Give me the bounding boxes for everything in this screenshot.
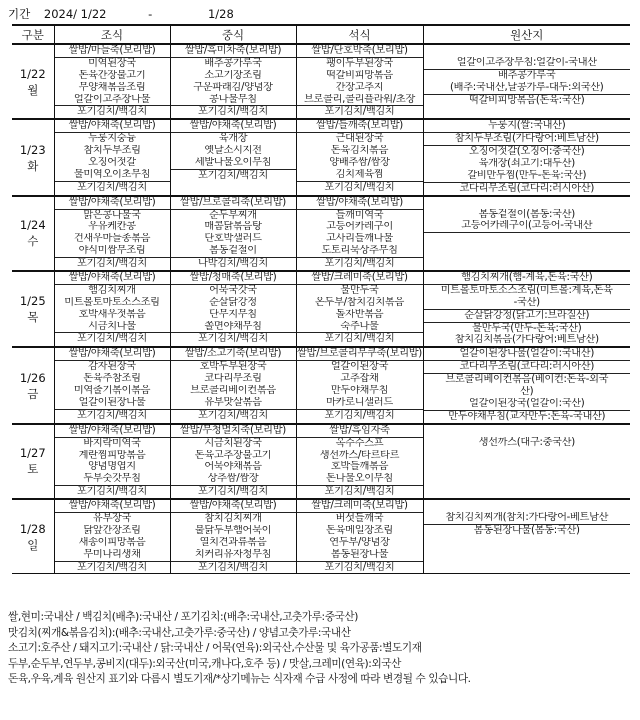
day-cell: [12, 44, 54, 119]
origin-note: 참치김치볶음(가다랑어:베트남산): [454, 334, 599, 346]
lunch-cell: [170, 347, 296, 423]
menu-item: 미역된장국: [88, 57, 136, 69]
origin-note: 얼갈이된장나물(얼갈이:국내산): [424, 348, 631, 361]
day-date: 1/28: [19, 521, 46, 536]
menu-item: 양배추쌈/쌈장: [329, 157, 390, 169]
day-weekday: 월: [27, 82, 39, 97]
menu-item: 쌀밥/야채죽(보리밥): [55, 425, 170, 438]
menu-item: 고등어카레구이: [326, 221, 393, 233]
origin-cell: [423, 119, 630, 195]
header-dinner: 석식: [296, 25, 423, 44]
footer-line: 맛김치(찌개&볶음김치):(배추:국내산,고춧가루:중국산) / 양념고춧가루:국내산: [8, 626, 351, 639]
menu-item: 누룽지숭늉: [88, 133, 136, 145]
menu-item: 숙주나물: [340, 320, 379, 332]
menu-item: 쌀밥/흑임자죽: [297, 425, 423, 438]
menu-item: 물만두국: [340, 284, 379, 296]
menu-item: 포기김치/백김치: [171, 105, 296, 118]
breakfast-cell: [54, 271, 170, 347]
menu-item: 포기김치/백김치: [171, 332, 296, 345]
menu-item: 브로콜리베이컨볶음: [190, 385, 276, 397]
day-cell: [12, 347, 54, 423]
footer-line: 쌀,현미:국내산 / 백김치(배추):국내산 / 포기김치:(배추:국내산,고춧가루:중국산): [8, 611, 358, 623]
menu-item: 쌀밥/무청멸치죽(보리밥): [171, 425, 296, 438]
menu-item: 쫄면야채무침: [204, 320, 262, 332]
origin-note: (배추:국내산,날콩가루-대두:외국산): [424, 82, 631, 95]
menu-item: 포기김치/백김치: [55, 485, 170, 498]
origin-note: [424, 460, 631, 472]
menu-item: 쌀밥/야채죽(보리밥): [55, 272, 170, 285]
menu-item: 코다리무조림: [204, 373, 262, 385]
menu-item: 불닭두부햄어묵이: [194, 524, 272, 536]
dinner-cell: [296, 44, 423, 119]
menu-item: 쌀밥/단호박죽(보리밥): [297, 45, 423, 58]
menu-item: 옛날소시지전: [204, 145, 262, 157]
menu-item: 양념명엽지: [88, 461, 136, 473]
menu-item: 포기김치/백김치: [297, 332, 423, 345]
origin-note: 참치두부조림(가다랑어:베트남산): [424, 133, 631, 146]
origin-note: 만두야채무침(교자만두:돈육-국내산): [448, 410, 606, 422]
menu-item: 참치김치찌개: [204, 512, 262, 524]
menu-item: 포기김치/백김치: [171, 409, 296, 422]
menu-item: 포기김치/백김치: [171, 169, 296, 182]
origin-note: 미트볼토마토소스조림(미트볼:계육,돈육: [440, 284, 613, 296]
menu-item: 호박두부된장국: [199, 361, 267, 373]
origin-note: [424, 537, 631, 549]
origin-cell: [423, 196, 630, 271]
menu-item: 포기김치/백김치: [171, 561, 296, 574]
menu-item: 근대된장국: [335, 133, 384, 145]
menu-item: 참치두부조림: [83, 145, 141, 157]
origin-note: 육개장(쇠고기:대두산): [478, 158, 575, 170]
menu-item: 돈나물오이무침: [326, 473, 393, 485]
menu-item: 고사리들깨나물: [326, 233, 393, 245]
menu-item: 팽이두부된장국: [326, 57, 393, 69]
origin-note: [424, 257, 631, 269]
origin-note: 봄동된장나물(봄동:국산): [473, 524, 580, 536]
header-lunch: 중식: [170, 25, 296, 44]
dinner-cell: [296, 271, 423, 347]
menu-item: 간장고추지: [335, 81, 384, 93]
menu-item: 오징어젓갈: [88, 157, 136, 169]
menu-item: 호박들깨볶음: [330, 461, 389, 473]
footer-line: 소고기:호주산 / 돼지고기:국내산 / 닭:국내산 / 어묵(연육):외국산,수산물 및 육가공품:별도기재: [8, 642, 422, 654]
menu-item: 포기김치/백김치: [297, 409, 423, 422]
menu-item: 김치제육찜: [335, 168, 384, 180]
period-line: [8, 6, 234, 24]
day-date: 1/27: [19, 446, 46, 461]
lunch-cell: [170, 196, 296, 271]
header-origin: 원산지: [423, 25, 630, 44]
menu-item: 무양채볶음조림: [78, 81, 146, 93]
menu-item: 세발나물오이무침: [194, 157, 272, 169]
day-cell: [12, 119, 54, 195]
period-start: 2024/ 1/22: [43, 7, 107, 21]
menu-item: 쌀밥/야채죽(보리밥): [55, 500, 170, 513]
menu-item: 우유케칸콩: [88, 221, 136, 233]
menu-table: [12, 24, 630, 574]
origin-note: 코다리무조림(코다리:러시아산): [424, 361, 631, 374]
menu-item: 포기김치/백김치: [55, 561, 170, 574]
dinner-cell: [296, 119, 423, 195]
menu-item: 나박김치/백김치: [171, 257, 296, 270]
menu-item: 단호박샐러드: [204, 233, 262, 245]
menu-item: 포기김치/백김치: [55, 181, 170, 194]
menu-item: 배추콩가루국: [204, 57, 262, 69]
menu-item: 온두부/참치김치볶음: [314, 296, 404, 308]
menu-item: 쌀밥/야채죽(보리밥): [171, 120, 296, 133]
menu-item: 쌀밥/야채죽(보리밥): [55, 348, 170, 361]
day-row: [12, 271, 630, 347]
menu-item: 만두야채무침: [330, 385, 389, 397]
menu-item: 순두부찌개: [209, 209, 257, 221]
menu-body: [12, 44, 630, 574]
day-row: [12, 196, 630, 271]
menu-item: 건새우마늘종볶음: [73, 233, 151, 245]
day-date: 1/24: [19, 218, 46, 233]
menu-item: 미역줄기볶이볶음: [73, 385, 151, 397]
menu-item: 치커리유자청무침: [194, 548, 272, 560]
lunch-cell: [170, 271, 296, 347]
day-weekday: 목: [27, 310, 39, 325]
lunch-cell: [170, 44, 296, 119]
dinner-cell: [296, 347, 423, 423]
day-date: 1/26: [19, 370, 46, 385]
origin-note: 산): [520, 386, 534, 398]
origin-note: [424, 472, 631, 484]
day-row: [12, 499, 630, 574]
menu-item: 바지락미역국: [83, 437, 141, 449]
menu-item: 돈육간장불고기: [78, 69, 146, 81]
origin-note: 얼갈이고추장무침:얼갈이-국내산: [424, 57, 631, 70]
menu-item: 쌀밥/브로콜리무쿠죽(보리밥): [297, 348, 422, 360]
menu-item: 쌀밥/크레미죽(보리밥): [297, 272, 423, 285]
menu-item: 쌀밥/야채죽(보리밥): [55, 197, 170, 210]
menu-item: 두부숫갓무침: [83, 473, 141, 485]
footer-line: 돈육,우육,계육 원산지 표기와 다름시 별도기재/*상기메뉴는 식자재 수급 사정에 따라 변경될 수 있습니다.: [8, 673, 471, 685]
dinner-cell: [296, 196, 423, 271]
breakfast-cell: [54, 424, 170, 499]
menu-item: 매콤닭볶음탕: [204, 221, 262, 233]
menu-item: 포기김치/백김치: [55, 257, 170, 270]
origin-note: 갈비만두찜(만두-돈육:국산): [424, 170, 631, 183]
footer-line: 두부,순두부,연두부,콩비지(대두):외국산(미국,캐나다,호주 등) / 맛살,크레미(연육):외국산: [8, 657, 401, 670]
origin-note: [424, 425, 631, 437]
menu-item: 맑은콩나물국: [83, 209, 141, 221]
origin-note: 고등어카레구이(고등어-국내산: [424, 220, 631, 233]
menu-item: 어묵국갓국: [209, 284, 257, 296]
lunch-cell: [170, 119, 296, 195]
day-cell: [12, 271, 54, 347]
origin-note: 코다리무조림(코다리:러시아산): [459, 182, 594, 194]
menu-item: 얼갈이된장국: [330, 361, 389, 373]
menu-item: 포기김치/백김치: [297, 257, 423, 270]
menu-item: 야식미쌈무조림: [78, 245, 146, 257]
menu-item: 옥수수스프: [335, 437, 384, 449]
menu-item: 버섯들깨국: [335, 512, 384, 524]
origin-note: [424, 106, 631, 118]
menu-item: 쌀밥/야채죽(보리밥): [55, 120, 170, 133]
menu-item: 연두부/양념장: [329, 536, 390, 548]
menu-item: 쌀밥/흑미차죽(보리밥): [171, 45, 296, 58]
menu-item: 닭앞간장조림: [83, 524, 141, 536]
menu-item: 고추잡채: [340, 373, 379, 385]
menu-item: 순살닭강정: [209, 296, 257, 308]
day-weekday: 화: [27, 158, 39, 173]
day-row: [12, 119, 630, 195]
breakfast-cell: [54, 119, 170, 195]
menu-item: 쌀밥/마늘죽(보리밥): [55, 45, 170, 58]
period-dash: -: [148, 7, 153, 21]
menu-item: 도토리묵상추무침: [321, 245, 398, 257]
menu-item: 포기김치/백김치: [55, 409, 170, 422]
day-date: 1/22: [19, 66, 46, 81]
period-end: 1/28: [207, 7, 234, 21]
menu-item: 포기김치/백김치: [297, 105, 423, 118]
menu-item: 단무지무침: [209, 308, 257, 320]
menu-item: 호박새우젓볶음: [78, 308, 146, 320]
dinner-cell: [296, 424, 423, 499]
menu-item: 햄김치찌개: [88, 284, 136, 296]
menu-item: 봄동겉절이: [209, 245, 257, 257]
menu-item: 포기김치/백김치: [297, 561, 423, 574]
day-weekday: 토: [27, 462, 39, 477]
lunch-cell: [170, 424, 296, 499]
origin-note: [424, 500, 631, 512]
footer-notes: [8, 610, 632, 688]
menu-item: 시금치된장국: [204, 437, 262, 449]
period-label: 기간: [8, 7, 31, 21]
day-weekday: 금: [27, 386, 39, 401]
menu-item: 포기김치/백김치: [55, 105, 170, 118]
origin-cell: [423, 499, 630, 574]
origin-note: 누룽지(쌀:국내산): [424, 120, 631, 133]
header-row: [12, 25, 630, 44]
origin-note: 참치김치찌개(참치:가다랑어-베트남산: [424, 512, 631, 525]
breakfast-cell: [54, 347, 170, 423]
origin-note: [424, 449, 631, 461]
origin-note: 배추콩가루국: [498, 69, 556, 81]
menu-item: 소고기장조림: [204, 69, 262, 81]
menu-item: 봄동된장나물: [330, 548, 389, 560]
menu-item: 미트볼토마토소스조림: [64, 296, 160, 308]
menu-item: 떡갈비피망볶음: [326, 69, 393, 81]
menu-item: 콩나물무침: [209, 93, 257, 105]
header-category: 구분: [12, 25, 54, 44]
menu-item: 포기김치/백김치: [297, 181, 423, 194]
menu-item: 포기김치/백김치: [297, 485, 423, 498]
origin-cell: [423, 424, 630, 499]
menu-item: 쌀밥/들깨죽(보리밥): [297, 120, 423, 133]
origin-note: [424, 549, 631, 561]
origin-cell: [423, 271, 630, 347]
origin-note: 생선까스(대구:중국산): [478, 436, 575, 448]
day-date: 1/23: [19, 142, 46, 157]
menu-item: 쌀밥/소고기죽(보리밥): [171, 348, 296, 361]
menu-item: 시금치나물: [88, 320, 136, 332]
origin-note: 브로콜리베이컨볶음(베이컨:돈육-외국: [445, 374, 609, 386]
origin-note: 햄김치찌개(햄-계육,돈육:국산): [424, 272, 631, 285]
menu-item: 계란찜피망볶음: [78, 449, 146, 461]
origin-note: [424, 561, 631, 573]
menu-item: 마카로니샐러드: [326, 396, 393, 408]
menu-item: 감자된장국: [88, 361, 136, 373]
menu-item: 무미나리생채: [83, 548, 141, 560]
origin-note: [424, 245, 631, 257]
menu-item: 쌀밥/청매죽(보리밥): [171, 272, 296, 285]
menu-item: 돈육메일장조림: [326, 524, 393, 536]
menu-item: 육개장: [218, 133, 248, 145]
menu-item: 물미역오이초무침: [73, 168, 151, 180]
menu-item: 쌀밥/크레미죽(보리밥): [297, 500, 423, 513]
origin-note: [424, 45, 631, 57]
origin-note: 얼갈이된장국(얼갈이:국산): [424, 398, 631, 411]
menu-item: 생선까스/타르타르: [319, 449, 400, 461]
day-date: 1/25: [19, 294, 46, 309]
origin-note: 떡갈비피망볶음(돈육:국산): [469, 94, 585, 106]
origin-note: 봄동겉절이(봄동:국산): [478, 208, 575, 220]
menu-item: 포기김치/백김치: [171, 485, 296, 498]
origin-cell: [423, 347, 630, 423]
menu-item: 얼갈이고추장나물: [73, 93, 151, 105]
menu-item: 상추쌈/쌈장: [207, 473, 259, 485]
header-breakfast: 조식: [54, 25, 170, 44]
menu-item: 쌀밥/브로콜리죽(보리밥): [171, 197, 296, 210]
menu-item: 돌자반볶음: [335, 308, 384, 320]
origin-note: [424, 233, 631, 245]
breakfast-cell: [54, 196, 170, 271]
origin-note: 순살닭강정(닭고기:브라질산): [424, 310, 631, 323]
menu-item: 구운파래김/양념장: [193, 81, 273, 93]
day-weekday: 수: [27, 234, 39, 249]
day-cell: [12, 196, 54, 271]
menu-item: 쌀밥/야채죽(보리밥): [171, 500, 296, 513]
menu-item: 들깨미역국: [335, 209, 384, 221]
menu-item: 유부맛살볶음: [204, 396, 262, 408]
breakfast-cell: [54, 499, 170, 574]
menu-item: 브로콜리,콜리플라워/초장: [303, 93, 416, 105]
day-row: [12, 44, 630, 119]
menu-item: 유부장국: [92, 512, 132, 524]
menu-item: 얼갈이된장나물: [78, 396, 146, 408]
day-cell: [12, 499, 54, 574]
menu-item: 포기김치/백김치: [55, 332, 170, 345]
day-weekday: 일: [27, 537, 39, 552]
menu-item: 돈육김치볶음: [330, 145, 389, 157]
origin-note: -국산): [424, 297, 631, 310]
menu-item: 열치견과류볶음: [199, 536, 267, 548]
dinner-cell: [296, 499, 423, 574]
origin-note: [424, 484, 631, 496]
day-cell: [12, 424, 54, 499]
menu-item: 새송이피망볶음: [78, 536, 146, 548]
menu-item: 쌀밥/야채죽(보리밥): [297, 197, 423, 210]
menu-item: 돈육주참조림: [83, 373, 141, 385]
day-row: [12, 347, 630, 423]
breakfast-cell: [54, 44, 170, 119]
origin-cell: [423, 44, 630, 119]
menu-item: 어묵야채볶음: [204, 461, 262, 473]
lunch-cell: [170, 499, 296, 574]
origin-note: 물만두국(만두-돈육:국산): [472, 322, 582, 334]
day-row: [12, 424, 630, 499]
origin-note: 오징어젓갈(오징어:중국산): [469, 146, 585, 158]
menu-item: 돈육고추장불고기: [194, 449, 272, 461]
origin-note: [424, 197, 631, 209]
